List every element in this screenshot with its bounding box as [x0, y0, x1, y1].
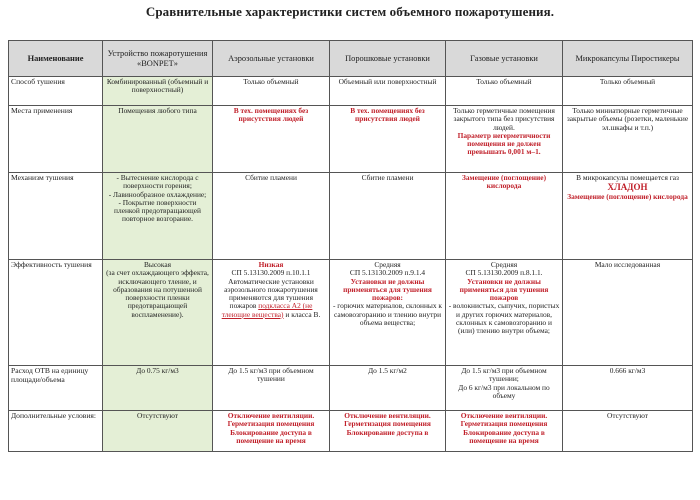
bonpet-mechanism-2: - Лавинообразное охлаждение;	[108, 189, 207, 199]
row-extra	[9, 411, 693, 452]
bonpet-eff-level: Высокая	[143, 260, 172, 269]
row-label: Дополнительные условия:	[9, 411, 103, 452]
micro-mechanism-1	[565, 174, 690, 193]
row-label: Места применения	[9, 106, 103, 173]
cell-aerosol: До 1.5 кг/м3 при объемном тушении	[213, 366, 330, 411]
aerosol-eff-subclass: подкласса А2 (не тлеющие вещества)	[221, 301, 313, 319]
row-label: Расход ОТВ на единицу площади/объема	[9, 366, 103, 411]
row-label: Способ тушения	[9, 77, 103, 106]
row-label: Механизм тушения	[9, 173, 103, 260]
micro-mechanism-gas: ХЛАДОН	[607, 182, 648, 193]
row-method	[9, 77, 693, 106]
header-micro: Микрокапсулы Пиростикеры	[563, 41, 693, 77]
cell-micro: Отсутствуют	[563, 411, 693, 452]
aerosol-eff-class: и класса В.	[285, 309, 321, 319]
gas-consumption-2: До 6 кг/м3 при локальном по объему	[458, 382, 550, 400]
cell-aerosol: В тех. помещениях без присутствия людей	[213, 106, 330, 173]
micro-mechanism-text: В микрокапсулы помещается газ	[576, 173, 679, 182]
powder-eff-level: Средняя	[374, 260, 401, 269]
row-mechanism	[9, 173, 693, 260]
aerosol-eff-text	[215, 278, 327, 319]
powder-eff-text: - горючих материалов, склонных к самовозгоранию и тлению внутри объема вещества;	[332, 301, 443, 327]
cell-powder	[330, 260, 446, 366]
cell-powder: Сбитие пламени	[330, 173, 446, 260]
cell-bonpet: Комбинированный (объемный и поверхностный)	[103, 77, 213, 106]
comparison-table	[8, 40, 693, 452]
header-aerosol: Аэрозольные установки	[213, 41, 330, 77]
cell-gas: Отключение вентиляции. Герметизация помещения Блокирование доступа в помещение на время	[446, 411, 563, 452]
cell-powder: Отключение вентиляции. Герметизация помещения Блокирование доступа в	[330, 411, 446, 452]
gas-places-text: Только герметичные помещения закрытого типа без присутствия людей.	[453, 106, 555, 132]
cell-gas: Замещение (поглощение) кислорода	[446, 173, 563, 260]
powder-eff-ref: СП 5.13130.2009 п.9.1.4	[349, 268, 426, 278]
cell-gas	[446, 260, 563, 366]
row-label: Эффективность тушения	[9, 260, 103, 366]
header-gas: Газовые установки	[446, 41, 563, 77]
cell-micro	[563, 173, 693, 260]
cell-bonpet	[103, 260, 213, 366]
gas-places-warning: Параметр негерметичности помещения не должен превышать 0,001 м–1.	[457, 130, 551, 157]
row-consumption	[9, 366, 693, 411]
cell-aerosol	[213, 260, 330, 366]
gas-eff-text: - волокнистых, сыпучих, пористых и других горючих материалов, склонных к самовозгоранию и (или) тлению внутри объема;	[448, 301, 560, 336]
header-row	[9, 41, 693, 77]
cell-micro: 0.666 кг/м3	[563, 366, 693, 411]
gas-eff-ref: СП 5.13130.2009 п.8.1.1.	[465, 268, 543, 278]
cell-aerosol: Только объемный	[213, 77, 330, 106]
cell-gas	[446, 106, 563, 173]
cell-micro: Мало исследованная	[563, 260, 693, 366]
cell-gas: Только объемный	[446, 77, 563, 106]
cell-powder: До 1.5 кг/м2	[330, 366, 446, 411]
row-efficiency	[9, 260, 693, 366]
cell-micro: Только объемный	[563, 77, 693, 106]
gas-eff-level: Средняя	[490, 260, 518, 269]
aerosol-eff-ref: СП 5.13130.2009 п.10.1.1	[231, 268, 311, 278]
cell-bonpet: До 0.75 кг/м3	[103, 366, 213, 411]
bonpet-mechanism-1: - Вытеснение кислорода с поверхности горения;	[116, 173, 199, 191]
document-title: Сравнительные характеристики систем объемного пожаротушения.	[145, 4, 555, 19]
aerosol-eff-text-main: Автоматические установки аэрозольного пожаротушения применяются для тушения пожаров	[224, 276, 318, 311]
micro-mechanism-3: Замещение (поглощение) кислорода	[567, 191, 688, 201]
bonpet-eff-text: (за счет охлаждающего эффекта, исключающего тление, и образования на потушенной поверхности пленки предотвращающей воспламенение).	[106, 268, 209, 319]
cell-gas	[446, 366, 563, 411]
cell-powder: Объемный или поверхностный	[330, 77, 446, 106]
aerosol-eff-level: Низкая	[258, 260, 284, 269]
cell-bonpet: Помещения любого типа	[103, 106, 213, 173]
header-bonpet: Устройство пожаротушения «BONPET»	[103, 41, 213, 77]
gas-consumption-1: До 1.5 кг/м3 при объемном тушении;	[461, 366, 547, 384]
header-name: Наименование	[9, 41, 103, 77]
cell-aerosol: Сбитие пламени	[213, 173, 330, 260]
row-places	[9, 106, 693, 173]
powder-eff-warning: Установки не должны применяться для тушения пожаров:	[343, 276, 432, 303]
header-powder: Порошковые установки	[330, 41, 446, 77]
cell-bonpet: Отсутствуют	[103, 411, 213, 452]
bonpet-mechanism-3: - Покрытие поверхности пленкой предотвращающей повторное возгорание.	[114, 197, 201, 224]
cell-aerosol: Отключение вентиляции. Герметизация помещения Блокирование доступа в помещение на время	[213, 411, 330, 452]
cell-bonpet	[103, 173, 213, 260]
cell-micro: Только миниатюрные герметичные закрытые объемы (розетки, маленькие эл.шкафы и т.п.)	[563, 106, 693, 173]
gas-eff-warning: Установки не должны применяться для тушения пожаров	[459, 276, 549, 303]
cell-powder: В тех. помещениях без присутствия людей	[330, 106, 446, 173]
